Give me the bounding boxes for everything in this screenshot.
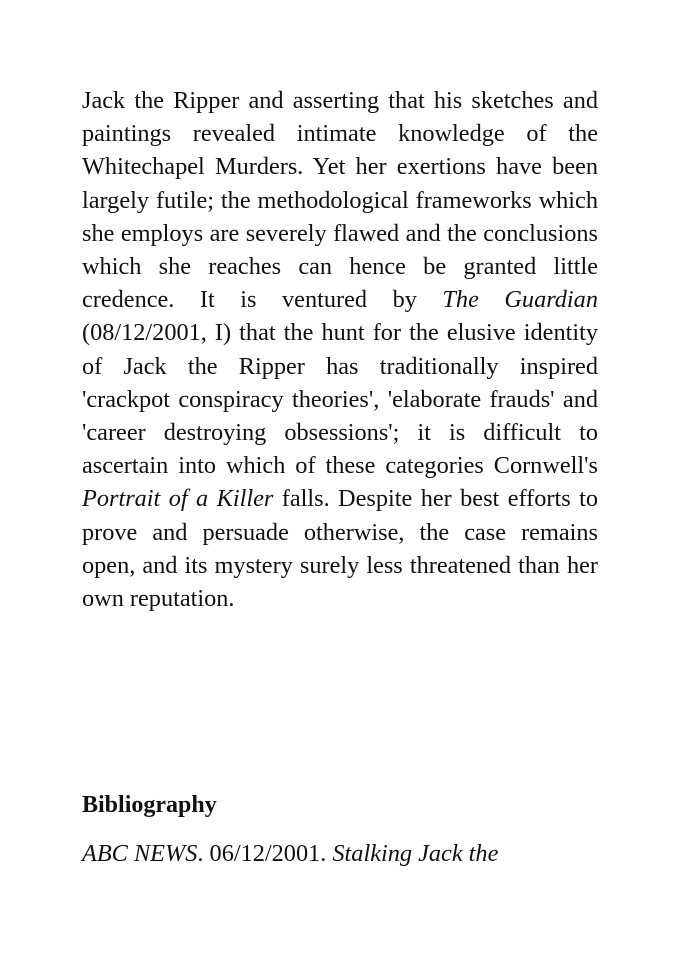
body-text-part-1: Jack the Ripper and asserting that his sketches and paintings revealed intimate knowledge of the Whitechapel Murders. Yet her exertions have been largely futile; the methodological frameworks which she employs are severely flawed and the conclusions which she reaches can hence be granted little credence. It is ventured by	[82, 87, 598, 314]
bib-source: ABC NEWS	[82, 840, 198, 867]
body-text-part-3: falls. Despite her best efforts to prove and persuade otherwise, the case remains open, and its mystery surely less threatened than her own reputation.	[82, 485, 598, 613]
bibliography-heading: Bibliography	[82, 792, 217, 818]
bib-date: . 06/12/2001.	[197, 840, 333, 867]
body-paragraph	[82, 84, 598, 615]
bibliography-entry	[82, 837, 598, 870]
bib-title: Stalking Jack the	[332, 840, 499, 867]
body-text-part-2: (08/12/2001, I) that the hunt for the elusive identity of Jack the Ripper has traditionally inspired 'crackpot conspiracy theories', 'elaborate frauds' and 'career destroying obsessions'; it is difficult to ascertain into which of these categories Cornwell's	[82, 319, 598, 480]
italic-title-portrait-of-a-killer: Portrait of a Killer	[82, 485, 274, 513]
italic-title-the-guardian: The Guardian	[442, 286, 598, 314]
essay-body	[82, 84, 598, 615]
